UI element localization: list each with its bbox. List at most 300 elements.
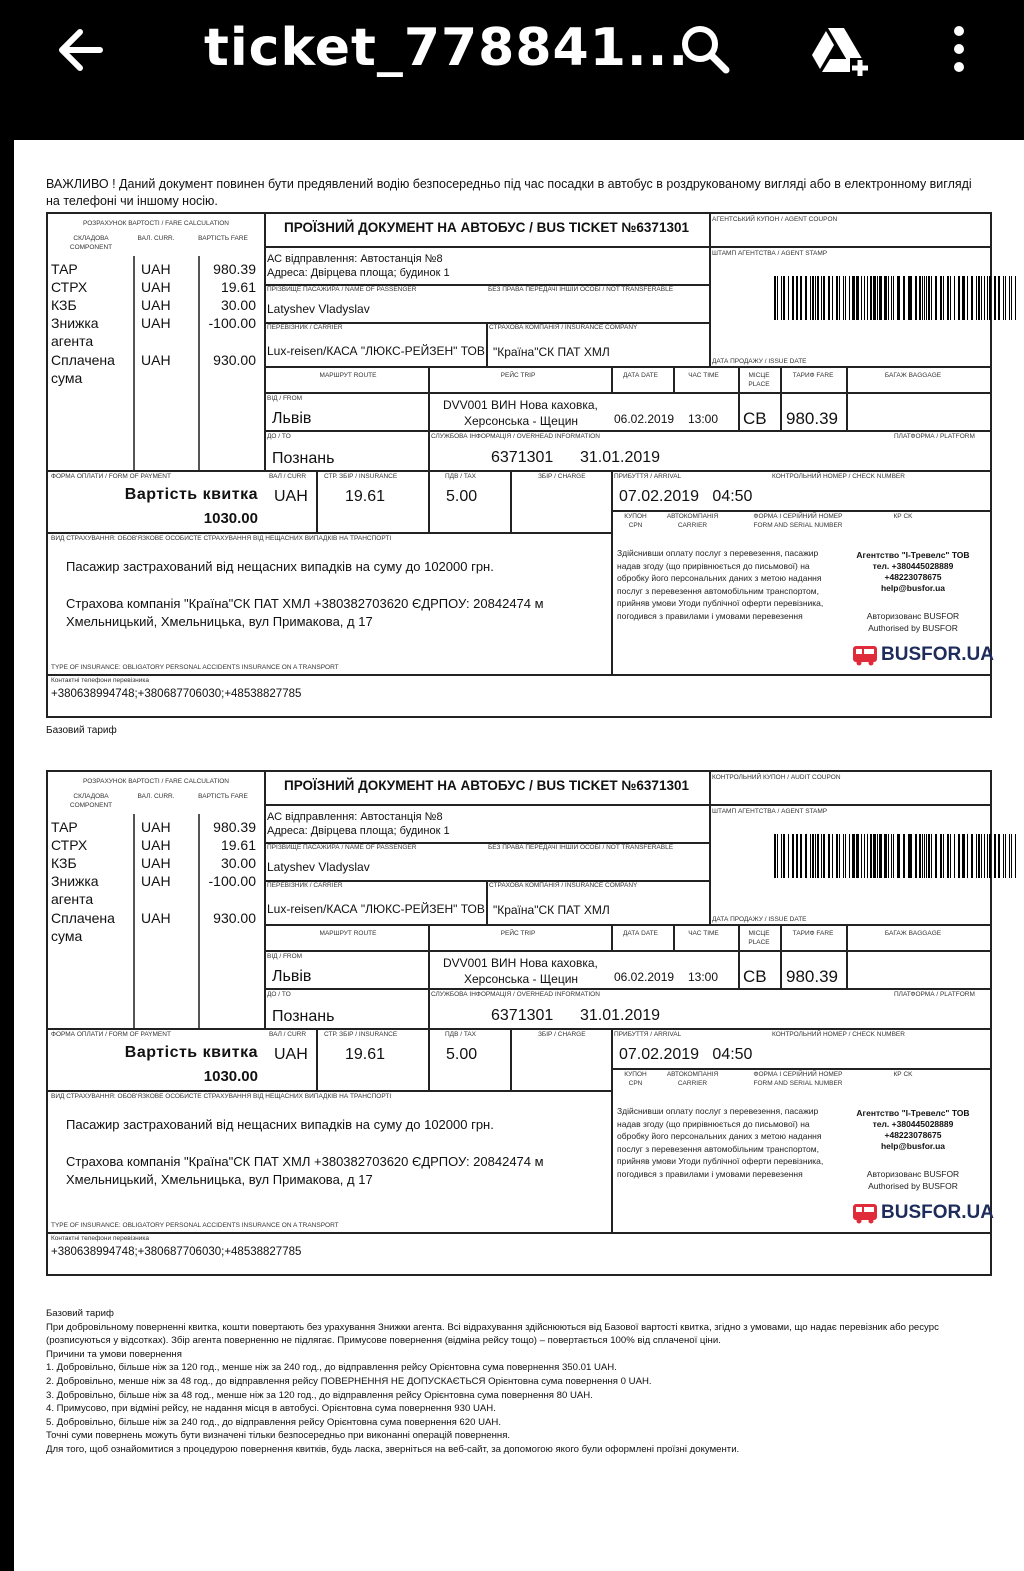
- barcode-bar: [853, 276, 855, 320]
- barcode-bar: [845, 276, 846, 320]
- barcode-bar: [931, 834, 932, 878]
- platform-label: ПЛАТФОРМА / PLATFORM: [894, 991, 975, 998]
- station-address: Адреса: Двірцева площа; будинок 1: [267, 825, 450, 837]
- coupon-label: КОНТРОЛЬНИЙ КУПОН / AUDIT COUPON: [712, 774, 841, 781]
- barcode-bar: [967, 834, 969, 878]
- insurance-type-label: ВИД СТРАХУВАННЯ: ОБОВ'ЯЗКОВЕ ОСОБИСТЕ СТРАХУВАННЯ ВІД НЕЩАСНИХ ВИПАДКІВ НА ТРАНСПОРТІ: [51, 1093, 392, 1100]
- fare-curr: UAH: [141, 261, 171, 277]
- fare-component: КЗБ: [51, 297, 77, 313]
- barcode-bar: [870, 834, 872, 878]
- currency-label: ВАЛ / CURR: [269, 473, 307, 480]
- to-city: Познань: [272, 1008, 335, 1025]
- coupon-label: АГЕНТСЬКИЙ КУПОН / AGENT COUPON: [712, 216, 838, 223]
- ticket-title: ПРОЇЗНИЙ ДОКУМЕНТ НА АВТОБУС / BUS TICKET №6371301: [284, 220, 689, 235]
- barcode-bar: [954, 834, 955, 878]
- col-curr: ВАЛ. CURR.: [137, 235, 175, 242]
- ticket-cost: 1030.00: [203, 510, 258, 527]
- cpn-header: КУПОН CPN: [624, 1071, 647, 1087]
- ck-header: КР CK: [893, 513, 913, 520]
- barcode-bar: [864, 834, 865, 878]
- insurance-coverage: Пасажир застрахований від нещасних випадків на суму до 102000 грн.: [66, 559, 494, 574]
- place-header: МІСЦЕ PLACE: [748, 930, 770, 946]
- fare-curr: UAH: [141, 855, 171, 871]
- barcode-bar: [777, 834, 778, 878]
- agency-phone: +48223078675: [884, 1130, 942, 1140]
- carrier-contacts: +380638994748;+380687706030;+48538827785: [51, 1246, 302, 1258]
- barcode-bar: [839, 276, 840, 320]
- barcode-bar: [984, 834, 986, 878]
- arrival-label: ПРИБУТТЯ / ARRIVAL: [614, 473, 682, 480]
- agency-phone: +48223078675: [884, 572, 942, 582]
- barcode-bar: [823, 276, 825, 320]
- currency-label: ВАЛ / CURR: [269, 1031, 307, 1038]
- barcode-bar: [893, 834, 894, 878]
- barcode-bar: [845, 834, 846, 878]
- fare-component: Сплачена сума: [51, 910, 115, 944]
- search-icon[interactable]: [676, 22, 734, 80]
- barcode-bar: [1009, 276, 1010, 320]
- fare-component: СТРХ: [51, 279, 88, 295]
- date-header: ДАТА DATE: [623, 930, 658, 937]
- fare-value: 30.00: [220, 297, 256, 313]
- barcode-bar: [1005, 834, 1006, 878]
- arrival-datetime: 07.02.2019 04:50: [619, 1046, 753, 1063]
- barcode-bar: [783, 276, 785, 320]
- charge-label: ЗБІР / CHARGE: [538, 473, 586, 480]
- fare-component: Сплачена сума: [51, 352, 115, 386]
- carrier-name: Lux-reisen/КАСА "ЛЮКС-РЕЙЗЕН" ТОВ: [267, 344, 485, 358]
- tax-label: ПДВ / TAX: [445, 1031, 476, 1038]
- barcode-bar: [994, 834, 996, 878]
- barcode-bar: [783, 834, 785, 878]
- barcode-bar: [810, 834, 811, 878]
- fare-curr: UAH: [141, 315, 171, 331]
- col-fare: ВАРТІСТЬ FARE: [198, 235, 248, 242]
- busfor-logo: [853, 644, 994, 666]
- barcode-bar: [981, 276, 982, 320]
- place-header: МІСЦЕ PLACE: [748, 372, 770, 388]
- bus-ticket: [46, 212, 992, 718]
- barcode-bar: [792, 276, 794, 320]
- barcode-bar: [989, 276, 991, 320]
- fare-curr: UAH: [141, 819, 171, 835]
- departure-station: АС відправлення: Автостанція №8: [267, 253, 443, 265]
- barcode-bar: [935, 276, 938, 320]
- passenger-name: Latyshev Vladyslav: [267, 860, 370, 874]
- barcode-bar: [967, 276, 969, 320]
- tax: 5.00: [446, 1046, 478, 1063]
- barcode-bar: [928, 834, 930, 878]
- fare-value: -100.00: [208, 315, 256, 331]
- barcode-bar: [987, 834, 988, 878]
- insurance-fee-label: СТР. ЗБІР / INSURANCE: [324, 1031, 398, 1038]
- barcode-bar: [852, 834, 853, 878]
- payment-label: ФОРМА ОПЛАТИ / FORM OF PAYMENT: [51, 473, 171, 480]
- from-label: ВІД / FROM: [267, 953, 303, 960]
- stamp-label: ШТАМП АГЕНТСТВА / AGENT STAMP: [712, 808, 828, 815]
- trip-header: РЕЙС TRIP: [500, 372, 536, 379]
- fare-component: КЗБ: [51, 855, 77, 871]
- barcode-bar: [915, 834, 917, 878]
- barcode-bar: [908, 276, 909, 320]
- col-component: СКЛАДОВА COMPONENT: [69, 793, 113, 809]
- fare-value: -100.00: [208, 873, 256, 889]
- barcode-bar: [879, 834, 882, 878]
- barcode-bar: [950, 276, 952, 320]
- authorized-ua: Авторизованс BUSFOR: [866, 1169, 960, 1179]
- stamp-label: ШТАМП АГЕНТСТВА / AGENT STAMP: [712, 250, 828, 257]
- bus-icon: [853, 1202, 877, 1224]
- insurer-label: СТРАХОВА КОМПАНІЯ / INSURANCE COMPANY: [489, 882, 638, 889]
- insurance-fee: 19.61: [345, 488, 386, 505]
- barcode-bar: [849, 276, 850, 320]
- barcode-bar: [926, 834, 927, 878]
- barcode-bar: [864, 276, 865, 320]
- barcode-bar: [856, 834, 859, 878]
- payment-label: ФОРМА ОПЛАТИ / FORM OF PAYMENT: [51, 1031, 171, 1038]
- ticket-cost: 1030.00: [203, 1068, 258, 1085]
- barcode-bar: [976, 276, 977, 320]
- barcode-bar: [836, 834, 838, 878]
- trip-line-1: DVV001 ВИН Нова каховка,: [443, 956, 598, 970]
- barcode-bar: [924, 834, 925, 878]
- arrow-left-icon[interactable]: [54, 22, 110, 78]
- refund-item: 2. Добровільно, менше ніж за 48 год., до відправлення рейсу ПОВЕРНЕННЯ НЕ ДОПУСКАЄТЬСЯ Орієнтовна сума повернення 0 UAH.: [46, 1375, 652, 1387]
- insurance-fee: 19.61: [345, 1046, 386, 1063]
- trip-header: РЕЙС TRIP: [500, 930, 536, 937]
- barcode-bar: [924, 276, 925, 320]
- form-serial-header: ФОРМА І СЕРІЙНИЙ НОМЕР FORM AND SERIAL NUMBER: [753, 513, 843, 529]
- barcode-bar: [884, 834, 887, 878]
- fare-value: 19.61: [220, 837, 256, 853]
- barcode-bar: [978, 276, 980, 320]
- fare-component: СТРХ: [51, 837, 88, 853]
- overhead-label: СЛУЖБОВА ІНФОРМАЦІЯ / OVERHEAD INFORMATION: [431, 433, 600, 440]
- google-drive-add-icon[interactable]: [806, 22, 870, 80]
- barcode-bar: [962, 834, 965, 878]
- non-transferable-label: БЕЗ ПРАВА ПЕРЕДАЧІ ІНШІЙ ОСОБІ / NOT TRANSFERABLE: [488, 844, 674, 851]
- barcode-bar: [958, 276, 960, 320]
- trip-line-1: DVV001 ВИН Нова каховка,: [443, 398, 598, 412]
- refund-item: 5. Добровільно, більше ніж за 240 год., до відправлення рейсу Орієнтовна сума повернення 620 UAH.: [46, 1416, 502, 1428]
- fare-curr: UAH: [141, 297, 171, 313]
- fare-component: ТАР: [51, 819, 78, 835]
- refund-note: Для того, щоб ознайомитися з процедурою повернення квитків, будь ласка, зверніться на веб-сайт, за допомогою якого були оформлені проїзні документи.: [46, 1443, 740, 1455]
- tax-label: ПДВ / TAX: [445, 473, 476, 480]
- fare-amount: 980.39: [786, 409, 838, 428]
- barcode-bar: [805, 834, 807, 878]
- more-vertical-icon[interactable]: [944, 22, 974, 80]
- fare-value: 30.00: [220, 855, 256, 871]
- insurance-coverage: Пасажир застрахований від нещасних випадків на суму до 102000 грн.: [66, 1117, 494, 1132]
- barcode-bar: [800, 834, 802, 878]
- barcode-bar: [971, 276, 973, 320]
- platform-label: ПЛАТФОРМА / PLATFORM: [894, 433, 975, 440]
- barcode-bar: [1015, 834, 1016, 878]
- ticket-cost-label: Вартість квитка: [124, 1044, 258, 1061]
- fare-value: 19.61: [220, 279, 256, 295]
- form-serial-header: ФОРМА І СЕРІЙНИЙ НОМЕР FORM AND SERIAL NUMBER: [753, 1071, 843, 1087]
- barcode-bar: [922, 834, 924, 878]
- barcode-bar: [812, 276, 814, 320]
- station-address: Адреса: Двірцева площа; будинок 1: [267, 267, 450, 279]
- barcode-bar: [788, 834, 789, 878]
- passenger-label: ПРІЗВИЩЕ ПАСАЖИРА / NAME OF PASSENGER: [267, 286, 417, 293]
- carrier-label: ПЕРЕВІЗНИК / CARRIER: [267, 882, 343, 889]
- barcode-bar: [852, 276, 853, 320]
- barcode-bar: [873, 834, 876, 878]
- refund-title: Базовий тариф: [46, 1308, 114, 1319]
- overhead-label: СЛУЖБОВА ІНФОРМАЦІЯ / OVERHEAD INFORMATION: [431, 991, 600, 998]
- barcode-bar: [903, 276, 905, 320]
- barcode-bar: [781, 834, 783, 878]
- refund-note: Точні суми повернень можуть бути визначені тільки безпосередньо при виконанні операцій повернення.: [46, 1430, 511, 1442]
- check-number-label: КОНТРОЛЬНИЙ НОМЕР / CHECK NUMBER: [772, 1031, 905, 1038]
- ck-header: КР CK: [893, 1071, 913, 1078]
- barcode-bar: [909, 276, 912, 320]
- busfor-logo-text: BUSFOR.UA: [881, 644, 994, 665]
- barcode: [774, 834, 1018, 878]
- barcode-bar: [849, 834, 850, 878]
- barcode-bar: [919, 834, 921, 878]
- insurer-name: "Країна"СК ПАТ ХМЛ: [493, 903, 610, 917]
- barcode-bar: [926, 276, 927, 320]
- barcode-bar: [928, 276, 930, 320]
- fare-header: ТАРИФ FARE: [792, 930, 834, 937]
- barcode-bar: [836, 276, 838, 320]
- barcode-bar: [958, 834, 960, 878]
- passenger-label: ПРІЗВИЩЕ ПАСАЖИРА / NAME OF PASSENGER: [267, 844, 417, 851]
- barcode-bar: [943, 834, 944, 878]
- to-city: Познань: [272, 450, 335, 467]
- date-header: ДАТА DATE: [623, 372, 658, 379]
- barcode-bar: [832, 834, 834, 878]
- barcode-bar: [940, 276, 942, 320]
- fare-value: 980.39: [213, 819, 256, 835]
- seat-place: СВ: [743, 967, 767, 986]
- barcode-bar: [821, 276, 822, 320]
- route-header: МАРШРУТ ROUTE: [319, 930, 377, 937]
- arrival-datetime: 07.02.2019 04:50: [619, 488, 753, 505]
- barcode-bar: [815, 276, 816, 320]
- insurer-label: СТРАХОВА КОМПАНІЯ / INSURANCE COMPANY: [489, 324, 638, 331]
- refund-item: 3. Добровільно, більше ніж за 48 год., менше ніж за 120 год., до відправлення рейсу Орієнтовна сума повернення 80 UAH.: [46, 1389, 593, 1401]
- barcode-bar: [774, 276, 776, 320]
- issue-date-label: ДАТА ПРОДАЖУ / ISSUE DATE: [712, 916, 807, 923]
- barcode-bar: [947, 834, 949, 878]
- barcode-bar: [909, 834, 912, 878]
- fare-component: ТАР: [51, 261, 78, 277]
- route-header: МАРШРУТ ROUTE: [319, 372, 377, 379]
- barcode-bar: [897, 834, 900, 878]
- bus-ticket: [46, 770, 992, 1276]
- barcode-bar: [853, 834, 855, 878]
- insurer-name: "Країна"СК ПАТ ХМЛ: [493, 345, 610, 359]
- insurance-type-en: TYPE OF INSURANCE: OBLIGATORY PERSONAL ACCIDENTS INSURANCE ON A TRANSPORT: [51, 664, 339, 671]
- non-transferable-label: БЕЗ ПРАВА ПЕРЕДАЧІ ІНШІЙ ОСОБІ / NOT TRANSFERABLE: [488, 286, 674, 293]
- barcode-bar: [823, 834, 825, 878]
- contacts-label: Контактні телефони перевізника: [51, 677, 150, 684]
- fare-curr: UAH: [141, 873, 171, 889]
- barcode-bar: [891, 834, 893, 878]
- barcode-bar: [856, 276, 859, 320]
- time-header: ЧАС TIME: [688, 930, 719, 937]
- barcode-bar: [919, 276, 921, 320]
- col-fare: ВАРТІСТЬ FARE: [198, 793, 248, 800]
- barcode-bar: [812, 834, 814, 878]
- barcode-bar: [805, 276, 807, 320]
- refund-item: 1. Добровільно, більше ніж за 120 год., менше ніж за 240 год., до відправлення рейсу Орієнтовна сума повернення 350.01 UAH.: [46, 1362, 617, 1374]
- barcode-bar: [777, 276, 778, 320]
- barcode-bar: [984, 276, 986, 320]
- departure-time: 13:00: [688, 412, 719, 426]
- fare-curr: UAH: [141, 352, 171, 368]
- currency: UAH: [274, 1046, 308, 1063]
- barcode-bar: [1011, 834, 1012, 878]
- barcode-bar: [954, 276, 955, 320]
- barcode-bar: [774, 834, 776, 878]
- barcode-bar: [817, 276, 819, 320]
- barcode-bar: [897, 276, 900, 320]
- from-label: ВІД / FROM: [267, 395, 303, 402]
- barcode-bar: [843, 276, 844, 320]
- fare-header: ТАРИФ FARE: [792, 372, 834, 379]
- ticket-cost-label: Вартість квитка: [124, 486, 258, 503]
- barcode-bar: [781, 276, 783, 320]
- barcode-bar: [1011, 276, 1012, 320]
- insurance-type-en: TYPE OF INSURANCE: OBLIGATORY PERSONAL ACCIDENTS INSURANCE ON A TRANSPORT: [51, 1222, 339, 1229]
- barcode-bar: [877, 834, 879, 878]
- barcode-bar: [1003, 834, 1005, 878]
- barcode-bar: [832, 276, 834, 320]
- insurer-address: Хмельницький, Хмельницька, вул Примакова, д 17: [66, 614, 373, 629]
- trip-line-2: Херсонська - Щецин: [464, 414, 579, 428]
- agency-email: help@busfor.ua: [880, 1141, 945, 1151]
- to-label: ДО / TO: [267, 433, 291, 440]
- fare-amount: 980.39: [786, 967, 838, 986]
- baggage-header: БАГАЖ BAGGAGE: [884, 930, 942, 937]
- barcode-bar: [893, 276, 894, 320]
- carrier2-header: АВТОКОМПАНІЯ CARRIER: [666, 1071, 719, 1087]
- barcode-bar: [971, 834, 973, 878]
- insurer-details: Страхова компанія "Країна"СК ПАТ ХМЛ +380382703620 ЄДРПОУ: 20842474 м: [66, 1154, 544, 1169]
- fare-component: Знижка агента: [51, 873, 99, 907]
- carrier-name: Lux-reisen/КАСА "ЛЮКС-РЕЙЗЕН" ТОВ: [267, 902, 485, 916]
- barcode-bar: [891, 276, 893, 320]
- barcode-bar: [950, 834, 952, 878]
- col-component: СКЛАДОВА COMPONENT: [69, 235, 113, 251]
- trip-line-2: Херсонська - Щецин: [464, 972, 579, 986]
- seat-place: СВ: [743, 409, 767, 428]
- barcode-bar: [935, 834, 938, 878]
- passenger-name: Latyshev Vladyslav: [267, 302, 370, 316]
- insurer-details: Страхова компанія "Країна"СК ПАТ ХМЛ +380382703620 ЄДРПОУ: 20842474 м: [66, 596, 544, 611]
- tax: 5.00: [446, 488, 478, 505]
- carrier-label: ПЕРЕВІЗНИК / CARRIER: [267, 324, 343, 331]
- fare-curr: UAH: [141, 910, 171, 926]
- barcode-bar: [796, 834, 799, 878]
- authorized-en: Authorised by BUSFOR: [868, 623, 958, 633]
- barcode-bar: [861, 834, 862, 878]
- barcode-bar: [817, 834, 819, 878]
- barcode-bar: [978, 834, 980, 878]
- fare-value: 930.00: [213, 910, 256, 926]
- app-bar: [0, 0, 1024, 140]
- authorized-en: Authorised by BUSFOR: [868, 1181, 958, 1191]
- time-header: ЧАС TIME: [688, 372, 719, 379]
- departure-station: АС відправлення: Автостанція №8: [267, 811, 443, 823]
- refund-reasons: Причини та умови повернення: [46, 1348, 182, 1360]
- refund-paragraph: При добровільному поверненні квитка, кошти повертають без урахування Знижки агента. Всі відрахування здійснюються від Базової вартості квитка, згідно з умовами, що надає перевізник або ресурс (розписуються у відсотках). Збір агента поверненню не підлягає. Примусове повернення (відміна рейсу тощо) – повертається 100% від сплаченої ціни.: [46, 1321, 939, 1347]
- barcode-bar: [888, 834, 889, 878]
- barcode-bar: [908, 834, 909, 878]
- fare-value: 930.00: [213, 352, 256, 368]
- barcode-bar: [800, 276, 802, 320]
- from-city: Львів: [272, 968, 312, 985]
- barcode-bar: [1009, 834, 1010, 878]
- agency-name: Агентство "І-Тревелс" ТОВ: [856, 1108, 970, 1118]
- barcode-bar: [788, 276, 789, 320]
- consent-text: Здійснивши оплату послуг з перевезення, пасажир надав згоду (що прирівнюється до письмової) на обробку його персональних даних з метою надання послуг з перевезення автомобільним транспортом, прийняв умови Угоди публічної оферти перевізника, погодився з правилами і умовами перевезення: [617, 1106, 824, 1179]
- currency: UAH: [274, 488, 308, 505]
- agency-email: help@busfor.ua: [880, 583, 945, 593]
- barcode-bar: [821, 834, 822, 878]
- barcode-bar: [943, 276, 944, 320]
- barcode-bar: [931, 276, 932, 320]
- to-label: ДО / TO: [267, 991, 291, 998]
- document-title: ticket_778841...: [204, 18, 690, 78]
- barcode-bar: [828, 276, 830, 320]
- authorized-ua: Авторизованс BUSFOR: [866, 611, 960, 621]
- barcode-bar: [998, 276, 1000, 320]
- agency-phone: тел. +380445028889: [872, 561, 954, 571]
- carrier-contacts: +380638994748;+380687706030;+48538827785: [51, 688, 302, 700]
- barcode-bar: [877, 276, 879, 320]
- ticket-title: ПРОЇЗНИЙ ДОКУМЕНТ НА АВТОБУС / BUS TICKET №6371301: [284, 778, 689, 793]
- refund-item: 4. Примусово, при відміні рейсу, не надання місця в автобусі. Орієнтовна сума повернення 930 UAH.: [46, 1403, 496, 1415]
- busfor-logo-text: BUSFOR.UA: [881, 1202, 994, 1223]
- barcode-bar: [998, 834, 1000, 878]
- barcode-bar: [873, 276, 876, 320]
- departure-date: 06.02.2019: [614, 412, 675, 426]
- barcode-bar: [922, 276, 924, 320]
- barcode-bar: [792, 834, 794, 878]
- barcode-bar: [1003, 276, 1005, 320]
- barcode-bar: [861, 276, 862, 320]
- arrival-label: ПРИБУТТЯ / ARRIVAL: [614, 1031, 682, 1038]
- base-tariff-label: Базовий тариф: [46, 725, 117, 736]
- barcode-bar: [828, 834, 830, 878]
- barcode-bar: [867, 834, 869, 878]
- check-number-label: КОНТРОЛЬНИЙ НОМЕР / CHECK NUMBER: [772, 473, 905, 480]
- col-curr: ВАЛ. CURR.: [137, 793, 175, 800]
- bus-icon: [853, 644, 877, 666]
- barcode-bar: [879, 276, 882, 320]
- barcode-bar: [884, 276, 887, 320]
- barcode-bar: [962, 276, 965, 320]
- baggage-header: БАГАЖ BAGGAGE: [884, 372, 942, 379]
- overhead-info: 6371301 31.01.2019: [491, 1007, 661, 1024]
- insurance-fee-label: СТР. ЗБІР / INSURANCE: [324, 473, 398, 480]
- barcode-bar: [867, 276, 869, 320]
- barcode-bar: [981, 834, 982, 878]
- carrier2-header: АВТОКОМПАНІЯ CARRIER: [666, 513, 719, 529]
- important-notice: ВАЖЛИВО ! Даний документ повинен бути предявлений водію безпосередньо під час посадки в автобус в роздрукованому вигляді або в електронному вигляді на телефоні чи іншому носію.: [46, 177, 972, 208]
- barcode-bar: [940, 834, 942, 878]
- departure-date: 06.02.2019: [614, 970, 675, 984]
- fare-curr: UAH: [141, 837, 171, 853]
- cpn-header: КУПОН CPN: [624, 513, 647, 529]
